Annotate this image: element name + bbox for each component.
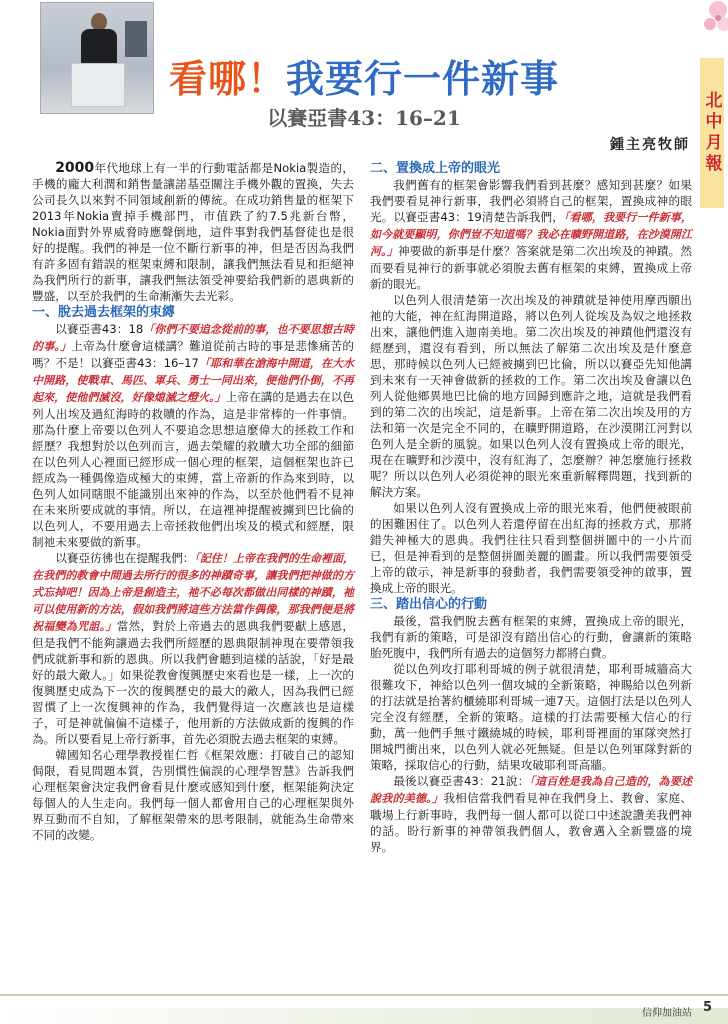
article-title	[0, 48, 728, 103]
paragraph-3	[32, 550, 354, 747]
flower-decoration	[692, 0, 728, 46]
p10-text-b: 我相信當我們看見神在我們身上、教會、家庭、職場上行新事時，我們每一個人都可以從口中述說讚美我們神的話。盼行新事的神帶領我們個人，教會邁入全新豐盛的境界。	[370, 791, 692, 854]
page-number: 5	[702, 1000, 712, 1015]
p2-text-c: 上帝在講的是過去在以色列人出埃及過紅海時的救贖的作為，這是非常棒的一件事情。那為什麼上帝要以色列人不要追念思想這麼偉大的拯救工作和經歷？我想對於以色列而言，過去榮耀的救贖大功全部的細節在以色列人心裡面已經形成一個心理的框架，這個框架也許已經成為一種偶像造成極大的束縛，當上帝新的作為來到時，以色列人如同瞎眼不能識別出來神的作為，以至於他們看不見神在未來所要成就的事情。所以，在這裡神提醒被擄到巴比倫的以色列人，不要用過去上帝拯救他們出埃及的模式和經歷，限制祂未來要做的新事。	[32, 390, 354, 549]
p5-quote: 「看哪，我要行一件新事，如今就要顯明，你們豈不知道嗎？我必在曠野開道路，在沙漠開江河。」	[370, 211, 692, 258]
intro-paragraph	[32, 160, 354, 304]
paragraph-2	[32, 321, 354, 550]
intro-text: 年代地球上有一半的行動電話都是Nokia製造的，手機的龐大利潤和銷售量讓諾基亞關注手機外觀的置換，失去公司長久以來對不同領域創新的傳統。在成功銷售量的框架下2013年Nokia賣掉手機部門，市值跌了約7.5兆新台幣，Nokia面對外界威脅時應聲倒地，這件事對我們基督徒也是很好的提醒。我們的神是一位不斷行新事的神，但是否因為我們有許多固有錯誤的框架束縛和限制，讓我們無法看見和拒絕神為我們所行的新事，讓我們無法領受神要給我們新的恩典新的豐盛，以至於我們的生命漸漸失去光彩。	[32, 161, 354, 303]
left-column	[32, 160, 354, 843]
paragraph-8: 最後，當我們脫去舊有框架的束縛，置換成上帝的眼光，我們有新的策略，可是卻沒有踏出信心的行動，會讓新的策略胎死腹中，我們所有過去的這個努力都將白費。	[370, 614, 692, 660]
footer-bar	[0, 1008, 728, 1024]
paragraph-9: 從以色列攻打耶利哥城的例子就很清楚，耶利哥城牆高大很難攻下，神給以色列一個攻城的全新策略，神賜給以色列新的打法就是抬著約櫃繞耶利哥城一連7天。這個打法是以色列人完全沒有經歷，全新的策略。這樣的打法需要極大信心的行動，萬一他們手無寸鐵繞城的時候，耶利哥裡面的軍隊突然打開城門衝出來，以色列人就必死無疑。但是以色列軍隊對新的策略，採取信心的行動，結果攻破耶利哥高牆。	[370, 662, 692, 772]
paragraph-10	[370, 773, 692, 855]
paragraph-5	[370, 177, 692, 292]
p2-text-a: 以賽亞書43：18	[55, 322, 144, 336]
magazine-tab-label: 北中月報	[701, 91, 722, 175]
p2-quote-2: 「耶和華在滄海中開道，在大水中開路，使戰車、馬匹、軍兵、勇士一同出來，便他們仆倒，不再起來，使他們滅沒，好像熄滅之燈火。」	[32, 357, 354, 404]
paragraph-6: 以色列人很清楚第一次出埃及的神蹟就是神使用摩西願出祂的大能，神在紅海開道路，將以色列人從埃及為奴之地拯救出來，讓他們進入迦南美地。第二次出埃及的神蹟他們還沒有經歷到，還沒有看到，所以無法了解第二次出埃及是什麼意思，那時候以色列人已經被擄到巴比倫，所以以賽亞先知他講到未來有一天神會做新的拯救的工作。第二次出埃及會讓以色列人從他鄉異地巴比倫的地方回歸到應許之地，這就是我們看到的第二次的出埃記，這是新事。上帝在第二次出埃及用的方法和第一次是完全不同的，在曠野開道路，在沙漠開江河對以色列人是全新的風貌。如果以色列人沒有置換成上帝的眼光，現在在曠野和沙漠中，沒有紅海了，怎麼辦？神怎麼施行拯救呢？所以以色列人必須從神的眼光來重新解釋問題，找到新的解決方案。	[370, 293, 692, 499]
paragraph-7: 如果以色列人沒有置換成上帝的眼光來看，他們便被眼前的困難困住了。以色列人若還停留在出紅海的拯救方式，那將錯失神極大的恩典。我們往往只看到整個拼圖中的一小片而已，但是神看到的是整個拼圖美麗的圖畫。所以我們需要領受上帝的啟示，神是新事的發動者，我們需要領受神的啟事，置換成上帝的眼光。	[370, 501, 692, 595]
p10-text-a: 最後以賽亞書43：21說：	[393, 774, 530, 788]
title-part2: 我要行一件新事	[286, 56, 560, 101]
p2-text-b: 上帝為什麼會這樣講？難道從前古時的事是悲慘痛苦的嗎？不是！以賽亞書43：16–17	[32, 339, 354, 370]
right-column	[370, 160, 692, 855]
author-name: 鍾主亮牧師	[610, 137, 690, 153]
section-heading-2: 二、置換成上帝的眼光	[370, 161, 501, 176]
paragraph-4: 韓國知名心理學教授崔仁哲《框架效應：打破自己的認知侷限，看見問題本質，告別慣性偏誤的心理學智慧》告訴我們心理框架會決定我們會看見什麼或感知到什麼，框架能夠決定每個人的人生走向。我們每一個人都會用自己的心理框架與外界互動而不自知，了解框架帶來的思考限制，就能為生命帶來不同的改變。	[32, 748, 354, 842]
p5-text-b: 神要做的新事是什麼？答案就是第二次出埃及的神蹟。然而要看見神行的新事就必須脫去舊有框架的束縛，置換成上帝新的眼光。	[370, 244, 692, 291]
p5-text-a: 我們舊有的框架會影響我們看到甚麼？感知到甚麼？如果我們要看見神行新事，我們必須將自己的框架，置換成神的眼光。以賽亞書43：19清楚告訴我們，	[370, 178, 692, 224]
p10-quote: 「這百姓是我為自己造的，為要述說我的美德。」	[370, 775, 692, 805]
footer-label: 信仰加油站	[642, 1008, 692, 1019]
section-heading-1: 一、脫去過去框架的束縛	[32, 305, 176, 320]
p3-text-b: 當然，對於上帝過去的恩典我們要獻上感恩，但是我們不能夠讓過去我們所經歷的恩典限制神現在要帶領我們成就新事和新的恩典。所以我們會聽到這樣的話說，「好是最好的最大敵人。」如果從教會復興歷史來看也是一樣，上一次的復興歷史成為下一次的復興歷史的最大的敵人，因為我們已經習慣了上一次復興神的作為，我們覺得這一次應該也是這樣子，可是神就偏偏不這樣子，他用新的方法做成新的復興的作為。所以要看見上帝行新事，首先必須脫去過去框架的束縛。	[32, 619, 354, 746]
p2-quote-1: 「你們不要追念從前的事，也不要思想古時的事。」	[32, 323, 355, 353]
p3-quote: 「記住！上帝在我們的生命裡面，在我們的教會中間過去所行的很多的神蹟奇事，讓我們把神做的方式忘掉吧！因為上帝是創造主，祂不必每次都做出同樣的神蹟，祂可以使用新的方法，假如我們將這些方法當作偶像，那我們便是將祝福變為咒詛。」	[32, 552, 354, 633]
section-heading-3: 三、踏出信心的行動	[370, 597, 488, 612]
intro-year: 2000	[55, 160, 95, 176]
p3-text-a: 以賽亞彷彿也在提醒我們：	[55, 551, 195, 565]
scripture-reference: 以賽亞書43：16–21	[267, 106, 461, 130]
footer-divider	[0, 994, 728, 996]
title-part1: 看哪！	[168, 56, 286, 101]
